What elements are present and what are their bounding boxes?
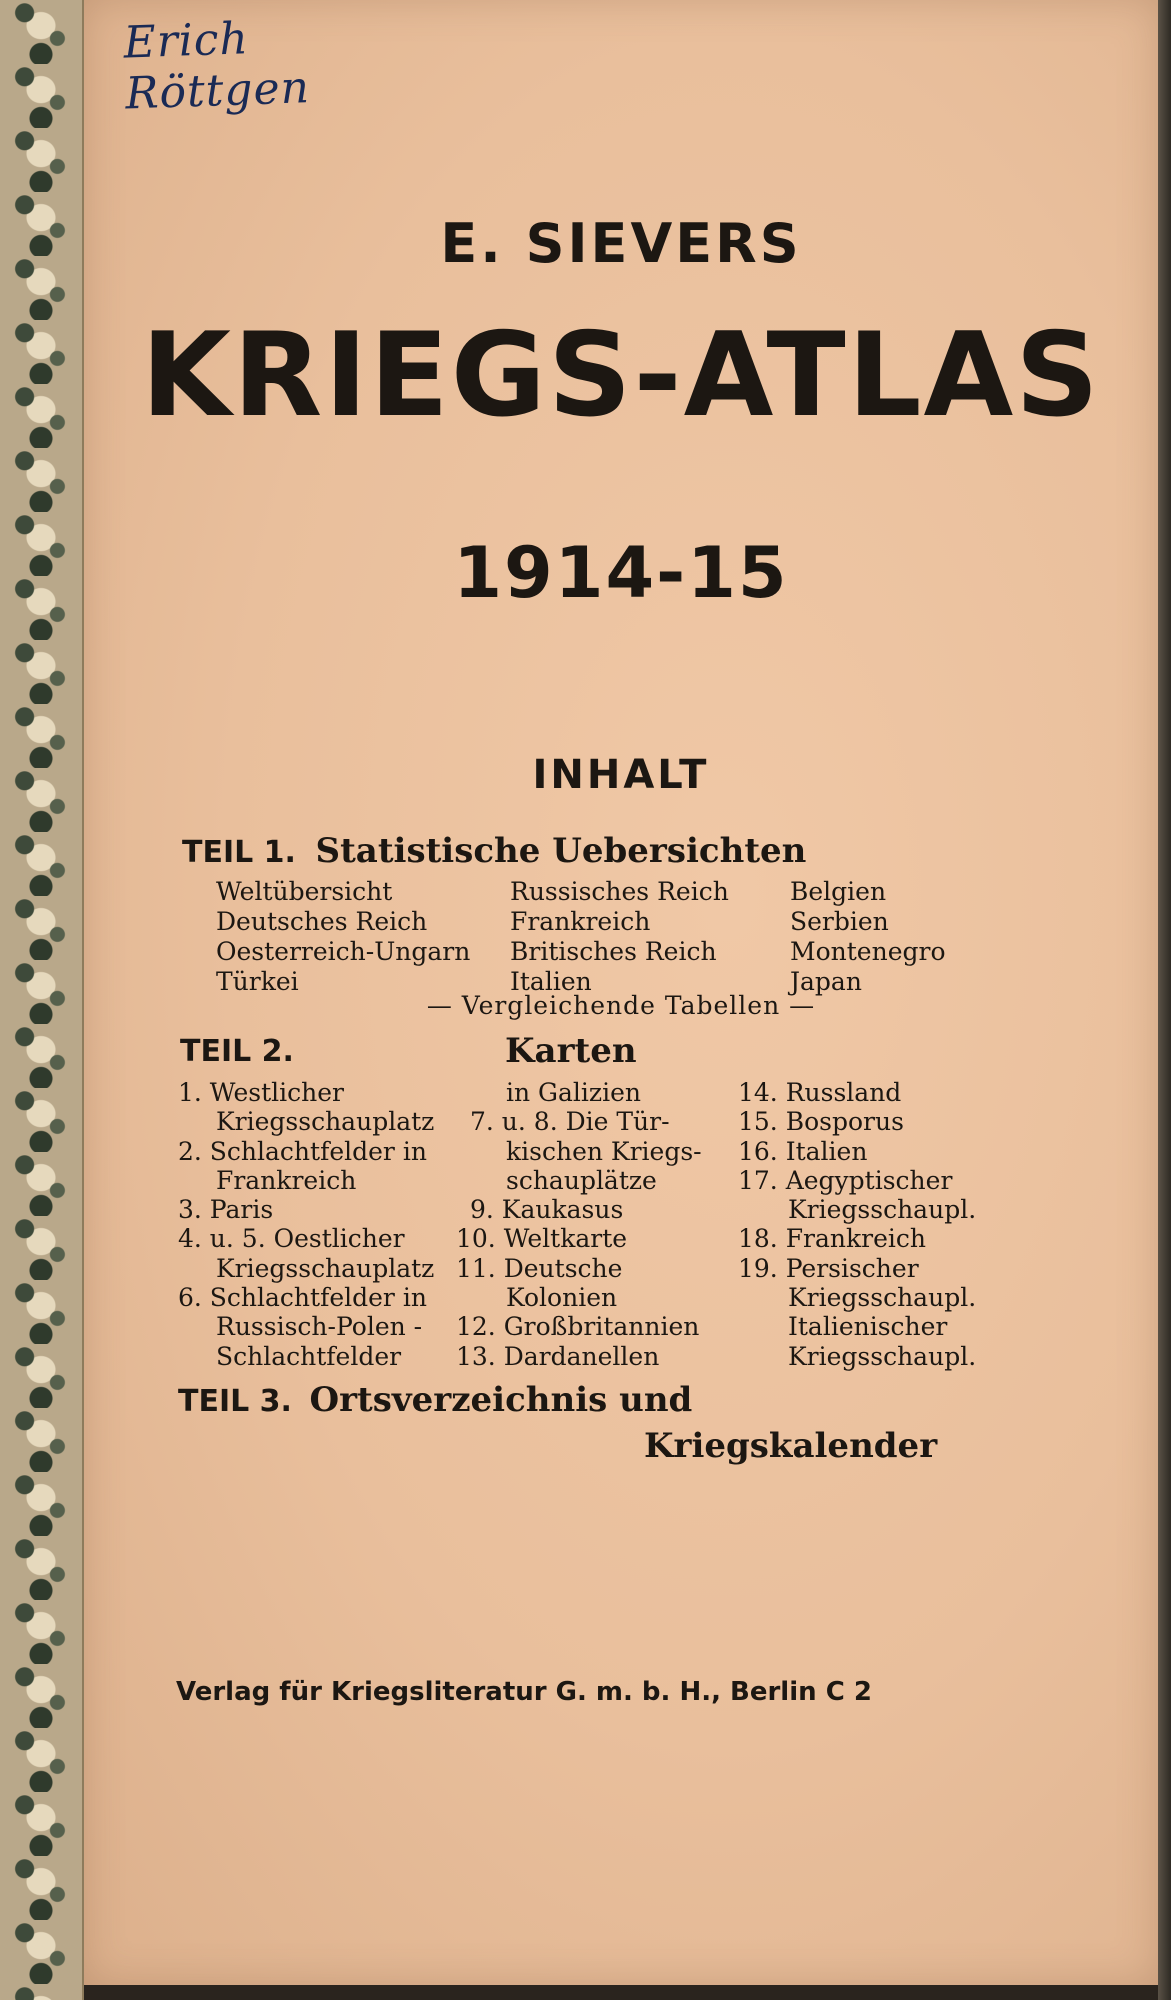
list-item: 15. Bosporus (738, 1107, 904, 1137)
list-item: 1. Westlicher (178, 1078, 344, 1107)
handwritten-signature: Erich Röttgen (122, 13, 311, 120)
list-item: 14. Russland (738, 1078, 902, 1107)
list-item: 4. u. 5. Oestlicher (178, 1224, 405, 1254)
list-item: Kriegsschaupl. (788, 1195, 977, 1225)
teil2-title-wrap (505, 1031, 637, 1071)
list-item: Oesterreich-Ungarn (216, 937, 471, 966)
list-item: 9. Kaukasus (470, 1195, 624, 1225)
list-item: schauplätze (506, 1165, 657, 1195)
list-item: Frankreich (216, 1165, 357, 1195)
list-item: 6. Schlachtfelder in (178, 1283, 427, 1313)
list-item: 12. Großbritannien (456, 1312, 700, 1342)
book-edge (1158, 0, 1171, 2000)
list-item: Kriegsschauplatz (216, 1253, 435, 1283)
list-item: Italien (510, 967, 592, 996)
list-item: 17. Aegyptischer (738, 1165, 953, 1195)
teil3-label: TEIL 3. (178, 1384, 292, 1419)
teil2-title: Karten (505, 1031, 637, 1071)
teil3-title-line1: Ortsverzeichnis und (309, 1380, 693, 1420)
teil1-label: TEIL 1. (182, 835, 296, 870)
list-item: Weltübersicht (216, 877, 393, 906)
list-item: 16. Italien (738, 1136, 868, 1166)
teil1-footer: — Vergleichende Tabellen — (426, 991, 816, 1020)
list-item: Russisches Reich (510, 877, 729, 906)
list-item: Deutsches Reich (216, 907, 428, 936)
teil3-heading (178, 1380, 692, 1420)
teil2-column-1 (178, 1078, 434, 1371)
teil1-column-1 (216, 877, 470, 997)
decorative-spine (0, 0, 84, 2000)
list-item: 10. Weltkarte (456, 1224, 628, 1254)
list-item: 3. Paris (178, 1195, 274, 1225)
list-item: Belgien (790, 877, 887, 906)
teil3-title-line2: Kriegskalender (644, 1426, 938, 1466)
book-years: 1914-15 (453, 532, 789, 614)
list-item: Britisches Reich (510, 937, 717, 966)
list-item: Kriegsschaupl. (788, 1341, 977, 1371)
list-item: Montenegro (790, 937, 946, 966)
teil1-column-2 (510, 877, 729, 997)
teil1-heading (182, 831, 806, 871)
list-item: Kriegsschauplatz (216, 1107, 435, 1137)
list-item: Japan (790, 967, 862, 996)
teil2-column-2 (456, 1078, 702, 1371)
list-item: kischen Kriegs- (506, 1136, 702, 1166)
teil2-label: TEIL 2. (180, 1034, 294, 1069)
list-item: Türkei (216, 967, 299, 996)
list-item: Italienischer (788, 1312, 948, 1342)
contents-heading: INHALT (532, 752, 710, 798)
list-item: 7. u. 8. Die Tür- (470, 1107, 670, 1137)
book-title: KRIEGS-ATLAS (141, 308, 1101, 443)
list-item: 13. Dardanellen (456, 1341, 660, 1371)
list-item: 18. Frankreich (738, 1224, 927, 1254)
list-item: 2. Schlachtfelder in (178, 1136, 427, 1166)
list-item: in Galizien (506, 1078, 641, 1107)
list-item: Serbien (790, 907, 889, 936)
list-item: Schlachtfelder (216, 1341, 402, 1371)
teil2-column-3 (738, 1078, 976, 1371)
teil1-column-3 (790, 877, 946, 997)
list-item: Frankreich (510, 907, 651, 936)
author-name: E. SIEVERS (440, 212, 802, 275)
publisher-line: Verlag für Kriegsliteratur G. m. b. H., Berlin C 2 (176, 1677, 872, 1707)
teil2-label-wrap (180, 1034, 294, 1069)
list-item: 11. Deutsche (456, 1253, 623, 1283)
list-item: Russisch-Polen - (216, 1312, 423, 1342)
teil1-title: Statistische Uebersichten (315, 831, 807, 871)
list-item: Kriegsschaupl. (788, 1283, 977, 1313)
list-item: 19. Persischer (738, 1253, 919, 1283)
teil3-title-line2-wrap (644, 1426, 937, 1466)
list-item: Kolonien (506, 1283, 618, 1313)
